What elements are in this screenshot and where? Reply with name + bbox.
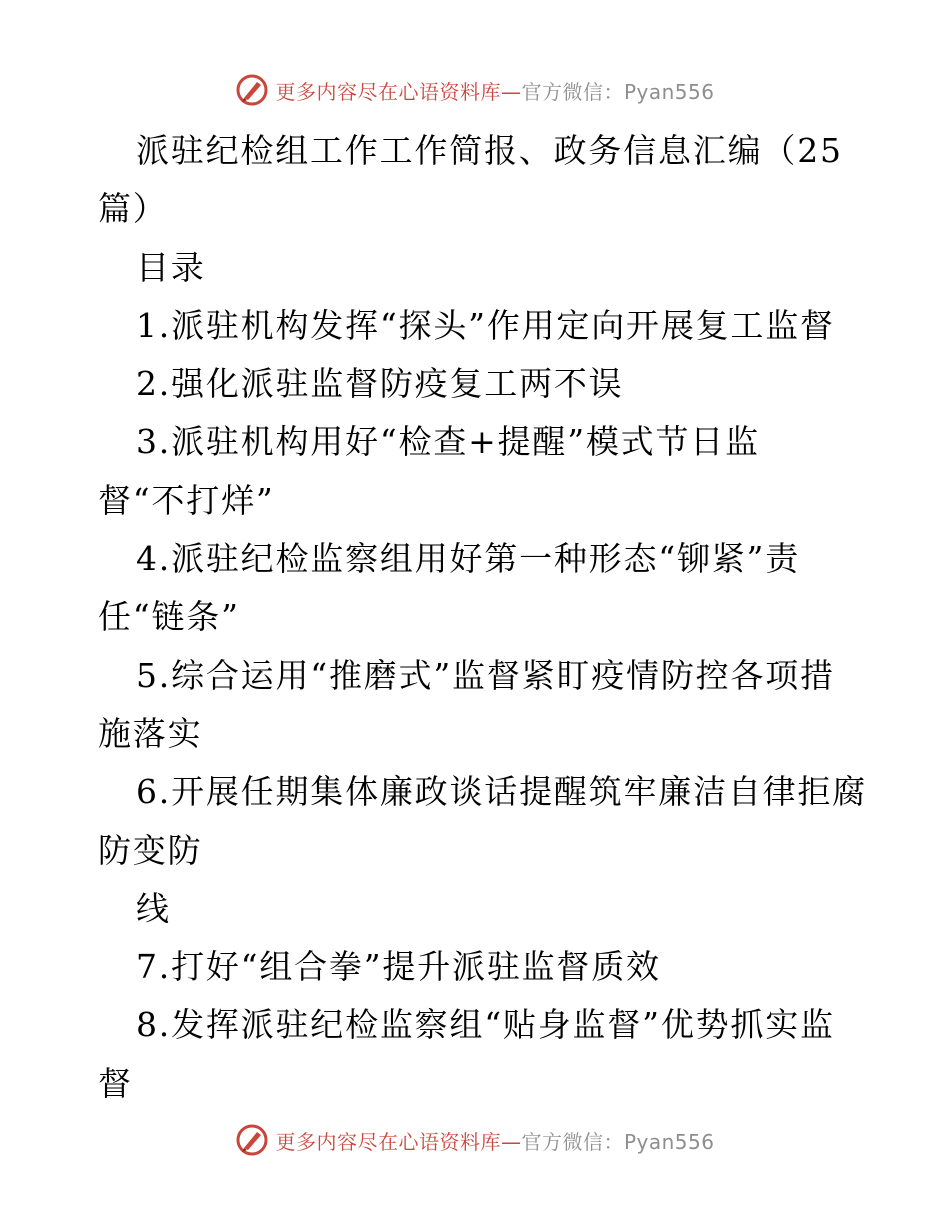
toc-item-1: 1.派驻机构发挥“探头”作用定向开展复工监督 bbox=[136, 305, 835, 345]
toc-item-2: 2.强化派驻监督防疫复工两不误 bbox=[136, 364, 624, 404]
toc-item-6-continuation-2: 线 bbox=[136, 888, 171, 928]
toc-item-5-continuation: 施落实 bbox=[98, 713, 203, 753]
toc-item-4: 4.派驻纪检监察组用好第一种形态“铆紧”责 bbox=[136, 539, 801, 579]
pen-logo-icon bbox=[235, 73, 269, 107]
toc-item-8-continuation: 督 bbox=[98, 1063, 133, 1103]
watermark-banner-bottom bbox=[0, 1120, 950, 1160]
toc-item-4-continuation: 任“链条” bbox=[98, 597, 240, 637]
watermark-accent: 官方微信：Pyan556 bbox=[521, 79, 715, 104]
toc-item-5: 5.综合运用“推磨式”监督紧盯疫情防控各项措 bbox=[136, 655, 835, 695]
document-body bbox=[98, 122, 868, 1113]
toc-item-7: 7.打好“组合拳”提升派驻监督质效 bbox=[136, 947, 661, 987]
toc-item-8: 8.发挥派驻纪检监察组“贴身监督”优势抓实监 bbox=[136, 1005, 835, 1045]
toc-item-3: 3.派驻机构用好“检查+提醒”模式节日监 bbox=[136, 422, 760, 462]
toc-heading: 目录 bbox=[136, 247, 206, 287]
toc-item-6: 6.开展任期集体廉政谈话提醒筑牢廉洁自律拒腐 bbox=[136, 772, 868, 812]
watermark-text: 更多内容尽在心语资料库—官方微信：Pyan556 bbox=[275, 1129, 715, 1154]
pen-logo-icon bbox=[235, 1123, 269, 1157]
document-title-continuation: 篇） bbox=[98, 189, 168, 229]
watermark-banner-top bbox=[0, 70, 950, 110]
toc-item-3-continuation: 督“不打烊” bbox=[98, 480, 275, 520]
watermark-text: 更多内容尽在心语资料库—官方微信：Pyan556 bbox=[275, 79, 715, 104]
document-title: 派驻纪检组工作工作简报、政务信息汇编（25 bbox=[136, 131, 843, 170]
toc-item-6-continuation: 防变防 bbox=[98, 830, 203, 870]
watermark-accent: 官方微信：Pyan556 bbox=[521, 1129, 715, 1154]
